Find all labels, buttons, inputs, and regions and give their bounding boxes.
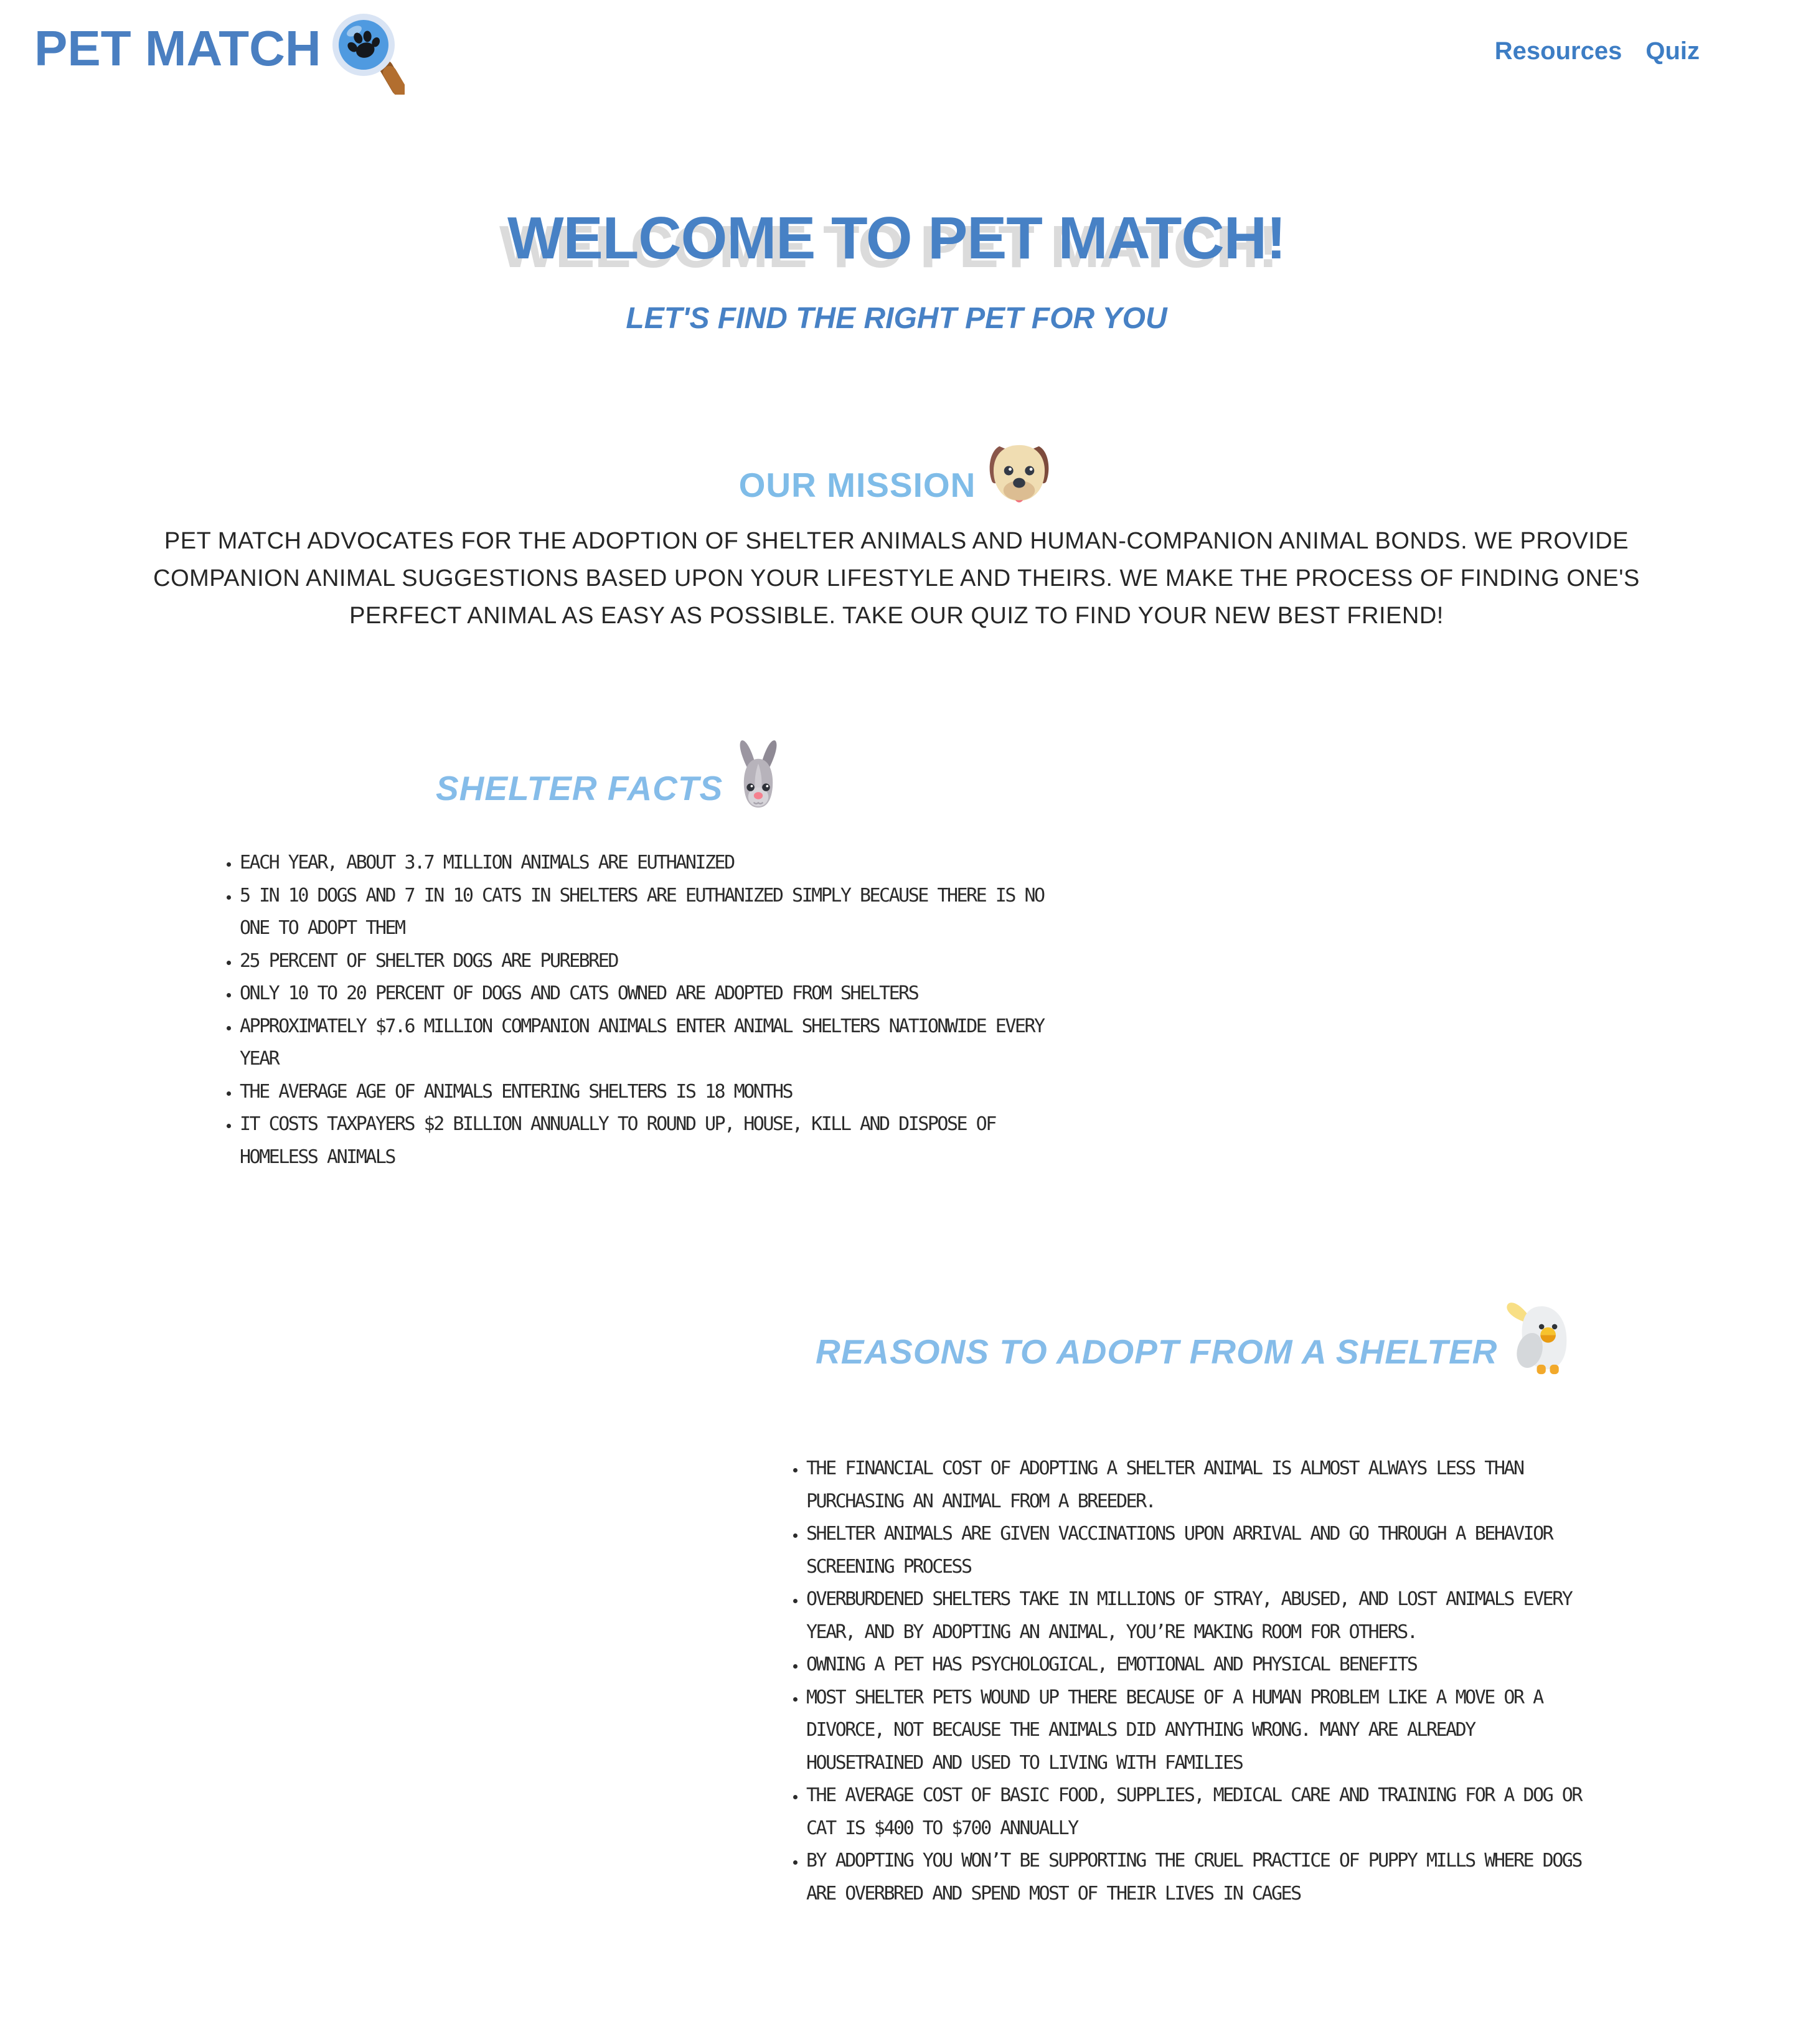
list-item: • OVERBURDENED SHELTERS TAKE IN MILLIONS OF STRAY, ABUSED, AND LOST ANIMALS EVERY YEAR, AND BY ADOPTING AN ANIMAL, YOU’RE MAKING ROOM FOR OTHERS. [806,1583,1594,1649]
rabbit-face-icon [732,737,785,808]
list-item: • IT COSTS TAXPAYERS $2 BILLION ANNUALLY TO ROUND UP, HOUSE, KILL AND DISPOSE OF HOMELESS ANIMALS [240,1108,1050,1174]
list-item: • 25 PERCENT OF SHELTER DOGS ARE PUREBRED [240,945,1050,978]
list-item: • BY ADOPTING YOU WON’T BE SUPPORTING THE CRUEL PRACTICE OF PUPPY MILLS WHERE DOGS ARE OVERBRED AND SPEND MOST OF THEIR LIVES IN CAGES [806,1845,1594,1910]
list-item: • MOST SHELTER PETS WOUND UP THERE BECAUSE OF A HUMAN PROBLEM LIKE A MOVE OR A DIVORCE, NOT BECAUSE THE ANIMALS DID ANYTHING WRONG. MANY ARE ALREADY HOUSETRAINED AND USED TO LIVING WITH FAMILIES [806,1682,1594,1780]
list-item: • 5 IN 10 DOGS AND 7 IN 10 CATS IN SHELTERS ARE EUTHANIZED SIMPLY BECAUSE THERE IS NO ONE TO ADOPT THEM [240,880,1050,945]
list-item: • THE AVERAGE COST OF BASIC FOOD, SUPPLIES, MEDICAL CARE AND TRAINING FOR A DOG OR CAT IS $400 TO $700 ANNUALLY [806,1779,1594,1845]
paw-magnifier-icon [331,12,405,95]
mission-body: PET MATCH ADVOCATES FOR THE ADOPTION OF SHELTER ANIMALS AND HUMAN-COMPANION ANIMAL BONDS. WE PROVIDE COMPANION ANIMAL SUGGESTIONS BASED UPON YOUR LIFESTYLE AND THEIRS. WE MAKE THE PROCESS OF FINDING ONE'S PERFECT ANIMAL AS EASY AS POSSIBLE. TAKE OUR QUIZ TO FIND YOUR NEW BEST FRIEND! [153,528,1640,629]
shelter-facts-heading: SHELTER FACTS [436,769,723,808]
logo-text: PET MATCH [34,21,321,76]
list-item: • OWNING A PET HAS PSYCHOLOGICAL, EMOTIONAL AND PHYSICAL BENEFITS [806,1649,1594,1682]
list-item: • APPROXIMATELY $7.6 MILLION COMPANION ANIMALS ENTER ANIMAL SHELTERS NATIONWIDE EVERY YEAR [240,1010,1050,1076]
dog-face-icon [984,441,1054,505]
header [0,0,1793,93]
adoption-reasons-heading-row [816,1298,1793,1372]
shelter-facts-list [215,847,1050,1174]
hero-section [0,204,1793,336]
adoption-reasons-heading: REASONS TO ADOPT FROM A SHELTER [816,1332,1498,1372]
shelter-facts-section [0,737,1793,1174]
nav-link-quiz[interactable]: Quiz [1645,37,1700,65]
page-title: WELCOME TO PET MATCH! [507,205,1286,271]
mission-section [0,441,1793,634]
logo[interactable] [34,12,405,95]
list-item: • THE AVERAGE AGE OF ANIMALS ENTERING SHELTERS IS 18 MONTHS [240,1076,1050,1109]
adoption-reasons-list [781,1453,1594,1910]
list-item: • SHELTER ANIMALS ARE GIVEN VACCINATIONS UPON ARRIVAL AND GO THROUGH A BEHAVIOR SCREENING PROCESS [806,1518,1594,1583]
mission-heading: OUR MISSION [738,466,976,504]
shelter-facts-heading-row [436,737,1793,808]
list-item: • EACH YEAR, ABOUT 3.7 MILLION ANIMALS ARE EUTHANIZED [240,847,1050,880]
main-nav [1495,37,1700,65]
mission-heading-row [0,441,1793,505]
list-item: • ONLY 10 TO 20 PERCENT OF DOGS AND CATS OWNED ARE ADOPTED FROM SHELTERS [240,977,1050,1010]
adoption-reasons-section [0,1298,1793,1910]
nav-link-resources[interactable]: Resources [1494,37,1622,65]
page-subtitle: LET'S FIND THE RIGHT PET FOR YOU [626,302,1167,335]
main-content [0,204,1793,1910]
cockatoo-icon [1506,1298,1568,1372]
list-item: • THE FINANCIAL COST OF ADOPTING A SHELTER ANIMAL IS ALMOST ALWAYS LESS THAN PURCHASING AN ANIMAL FROM A BREEDER. [806,1453,1594,1518]
